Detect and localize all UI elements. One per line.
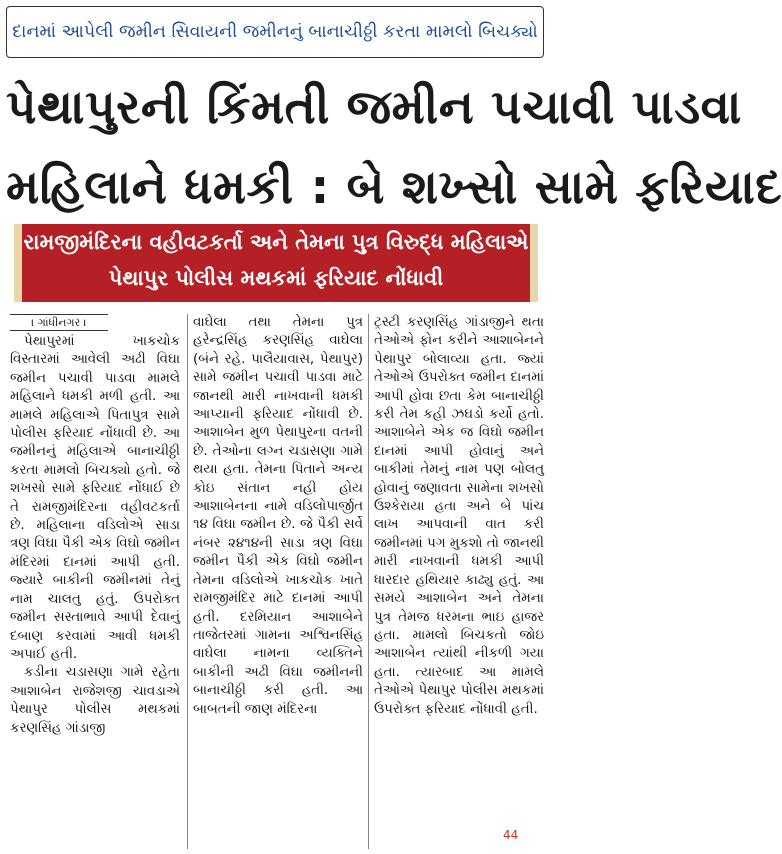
kicker-strap: દાનમાં આપેલી જમીન સિવાયની જમીનનું બાનાચીઠ્ઠી કરતા મામલો બિચક્યો	[6, 6, 544, 58]
column-divider	[187, 314, 188, 849]
article-body	[10, 314, 544, 849]
subheadline-line-2: પેથાપુર પોલીસ મથકમાં ફરિયાદ નોંધાવી	[108, 266, 444, 290]
article-paragraph: ટ્રસ્ટી કરણસિંહ ગાંડાજીને થતા તેઓએ ફોન કરીને આશાબેનને પેથાપુર બોલાવ્યા હતા. જ્યાં તેઓએ ઉપરોક્ત જમીન દાનમાં આપી હોવા છતા કેમ બાનાચીઠ્ઠી કરી તેમ કહી ઝઘડો કર્યો હતો. આશાબેને એક જ વિઘો જમીન દાનમાં આપી હોવાનું અને બાકીમાં તેમનું નામ પણ બોલતુ હોવાનું જણાવતા સામેના શખસો ઉશ્કેરાયા હતા અને બે પાંચ લાખ આપવાની વાત કરી જમીનમાં પગ મુકશો તો જાનથી મારી નાખવાની ધમકી આપી ધારદાર હથિયાર કાઢ્યુ હતું. આ સમયે આશાબેન અને તેમના પુત્ર તેમજ ધરમના ભાઇ હાજર હતા. મામલો બિચકતો જોઇ આશાબેન ત્યાંથી નીકળી ગયા હતા. ત્યારબાદ આ મામલે તેઓએ પેથાપુર પોલીસ મથકમાં ઉપરોક્ત ફરિયાદ નોંધાવી હતી.	[374, 315, 544, 717]
dateline: । ગાંધીનગર ।	[10, 314, 108, 331]
page-number: 44	[503, 828, 519, 842]
subheadline-bar	[14, 224, 538, 302]
headline-line-2: મહિલાને ધમકી : બે શખ્સો સામે ફરિયાદ	[6, 160, 782, 215]
subheadline-line-1: રામજીમંદિરના વહીવટકર્તા અને તેમના પુત્ર વિરુદ્ધ મહિલાએ	[23, 230, 529, 254]
article-column-2	[193, 314, 363, 849]
subheadline-accent-right	[530, 224, 538, 302]
column-divider	[368, 314, 369, 849]
headline-line-1: પેથાપુરની કિંમતી જમીન પચાવી પાડવા	[6, 80, 742, 135]
article-column-3	[374, 314, 544, 849]
article-column-1	[10, 314, 180, 849]
article-paragraph: પેથાપુરમાં ખાકચોક વિસ્તારમાં આવેલી અઢી વિઘા જમીન પચાવી પાડવા મામલે મહિલાને ધમકી મળી હતી. આ મામલે મહિલાએ પિતાપુત્ર સામે પોલીસ ફરિયાદ નોંધાવી છે. આ જમીનનું મહિલાએ બાનાચીઠ્ઠી કરતા મામલો બિચક્યો હતો. જે શખસો સામે ફરિયાદ નોંધાઈ છે તે રામજીમંદિરના વહીવટકર્તા છે. મહિલાના વડિલોએ સાડા ત્રણ વિઘા પૈકી એક વિઘો જમીન મંદિરમાં દાનમાં આપી હતી. જ્યારે બાકીની જમીનમાં તેનું નામ ચાલતુ હતું. ઉપરોક્ત જમીન સસ્તાભાવે આપી દેવાનું દબાણ કરવામાં આવી ધમકી અપાઈ હતી.	[10, 334, 180, 662]
article-paragraph: વાઘેલા તથા તેમના પુત્ર હરેન્દ્રસિંહ કરણસિંહ વાઘેલા (બંને રહે. પાલૈયાવાસ, પેથાપુર) સામે જમીન પચાવી પાડવા માટે જાનથી મારી નાખવાની ધમકી આપ્યાની ફરિયાદ નોંધાવી છે. આશાબેન મુળ પેથાપુરના વતની છે. તેઓના લગ્ન ચડાસણા ગામે થયા હતા. તેમના પિતાને અન્ય કોઇ સંતાન નહી હોય આશાબેનના નામે વડિલોપાર્જીત ૧૪ વિઘા જમીન છે. જે પૈકી સર્વે નંબર ૨૪૧૪ની સાડા ત્રણ વિઘા જમીન પૈકી એક વિઘો જમીન તેમના વડિલોએ ખાકચોક ખાતે રામજીમંદિર માટે દાનમાં આપી હતી. દરમિયાન આશાબેને તાજેતરમાં ગામના અશ્વિનસિંહ વાઘેલા નામના વ્યક્તિને બાકીની અઢી વિઘા જમીનની બાનાચીઠ્ઠી કરી હતી. આ બાબતની જાણ મંદિરના	[193, 315, 363, 717]
article-paragraph: કડીના ચડાસણા ગામે રહેતા આશાબેન રાજેશજી ચાવડાએ પેથાપુર પોલીસ મથકમાં કરણસિંહ ગાંડાજી	[10, 665, 180, 736]
subheadline-accent-left	[14, 224, 22, 302]
